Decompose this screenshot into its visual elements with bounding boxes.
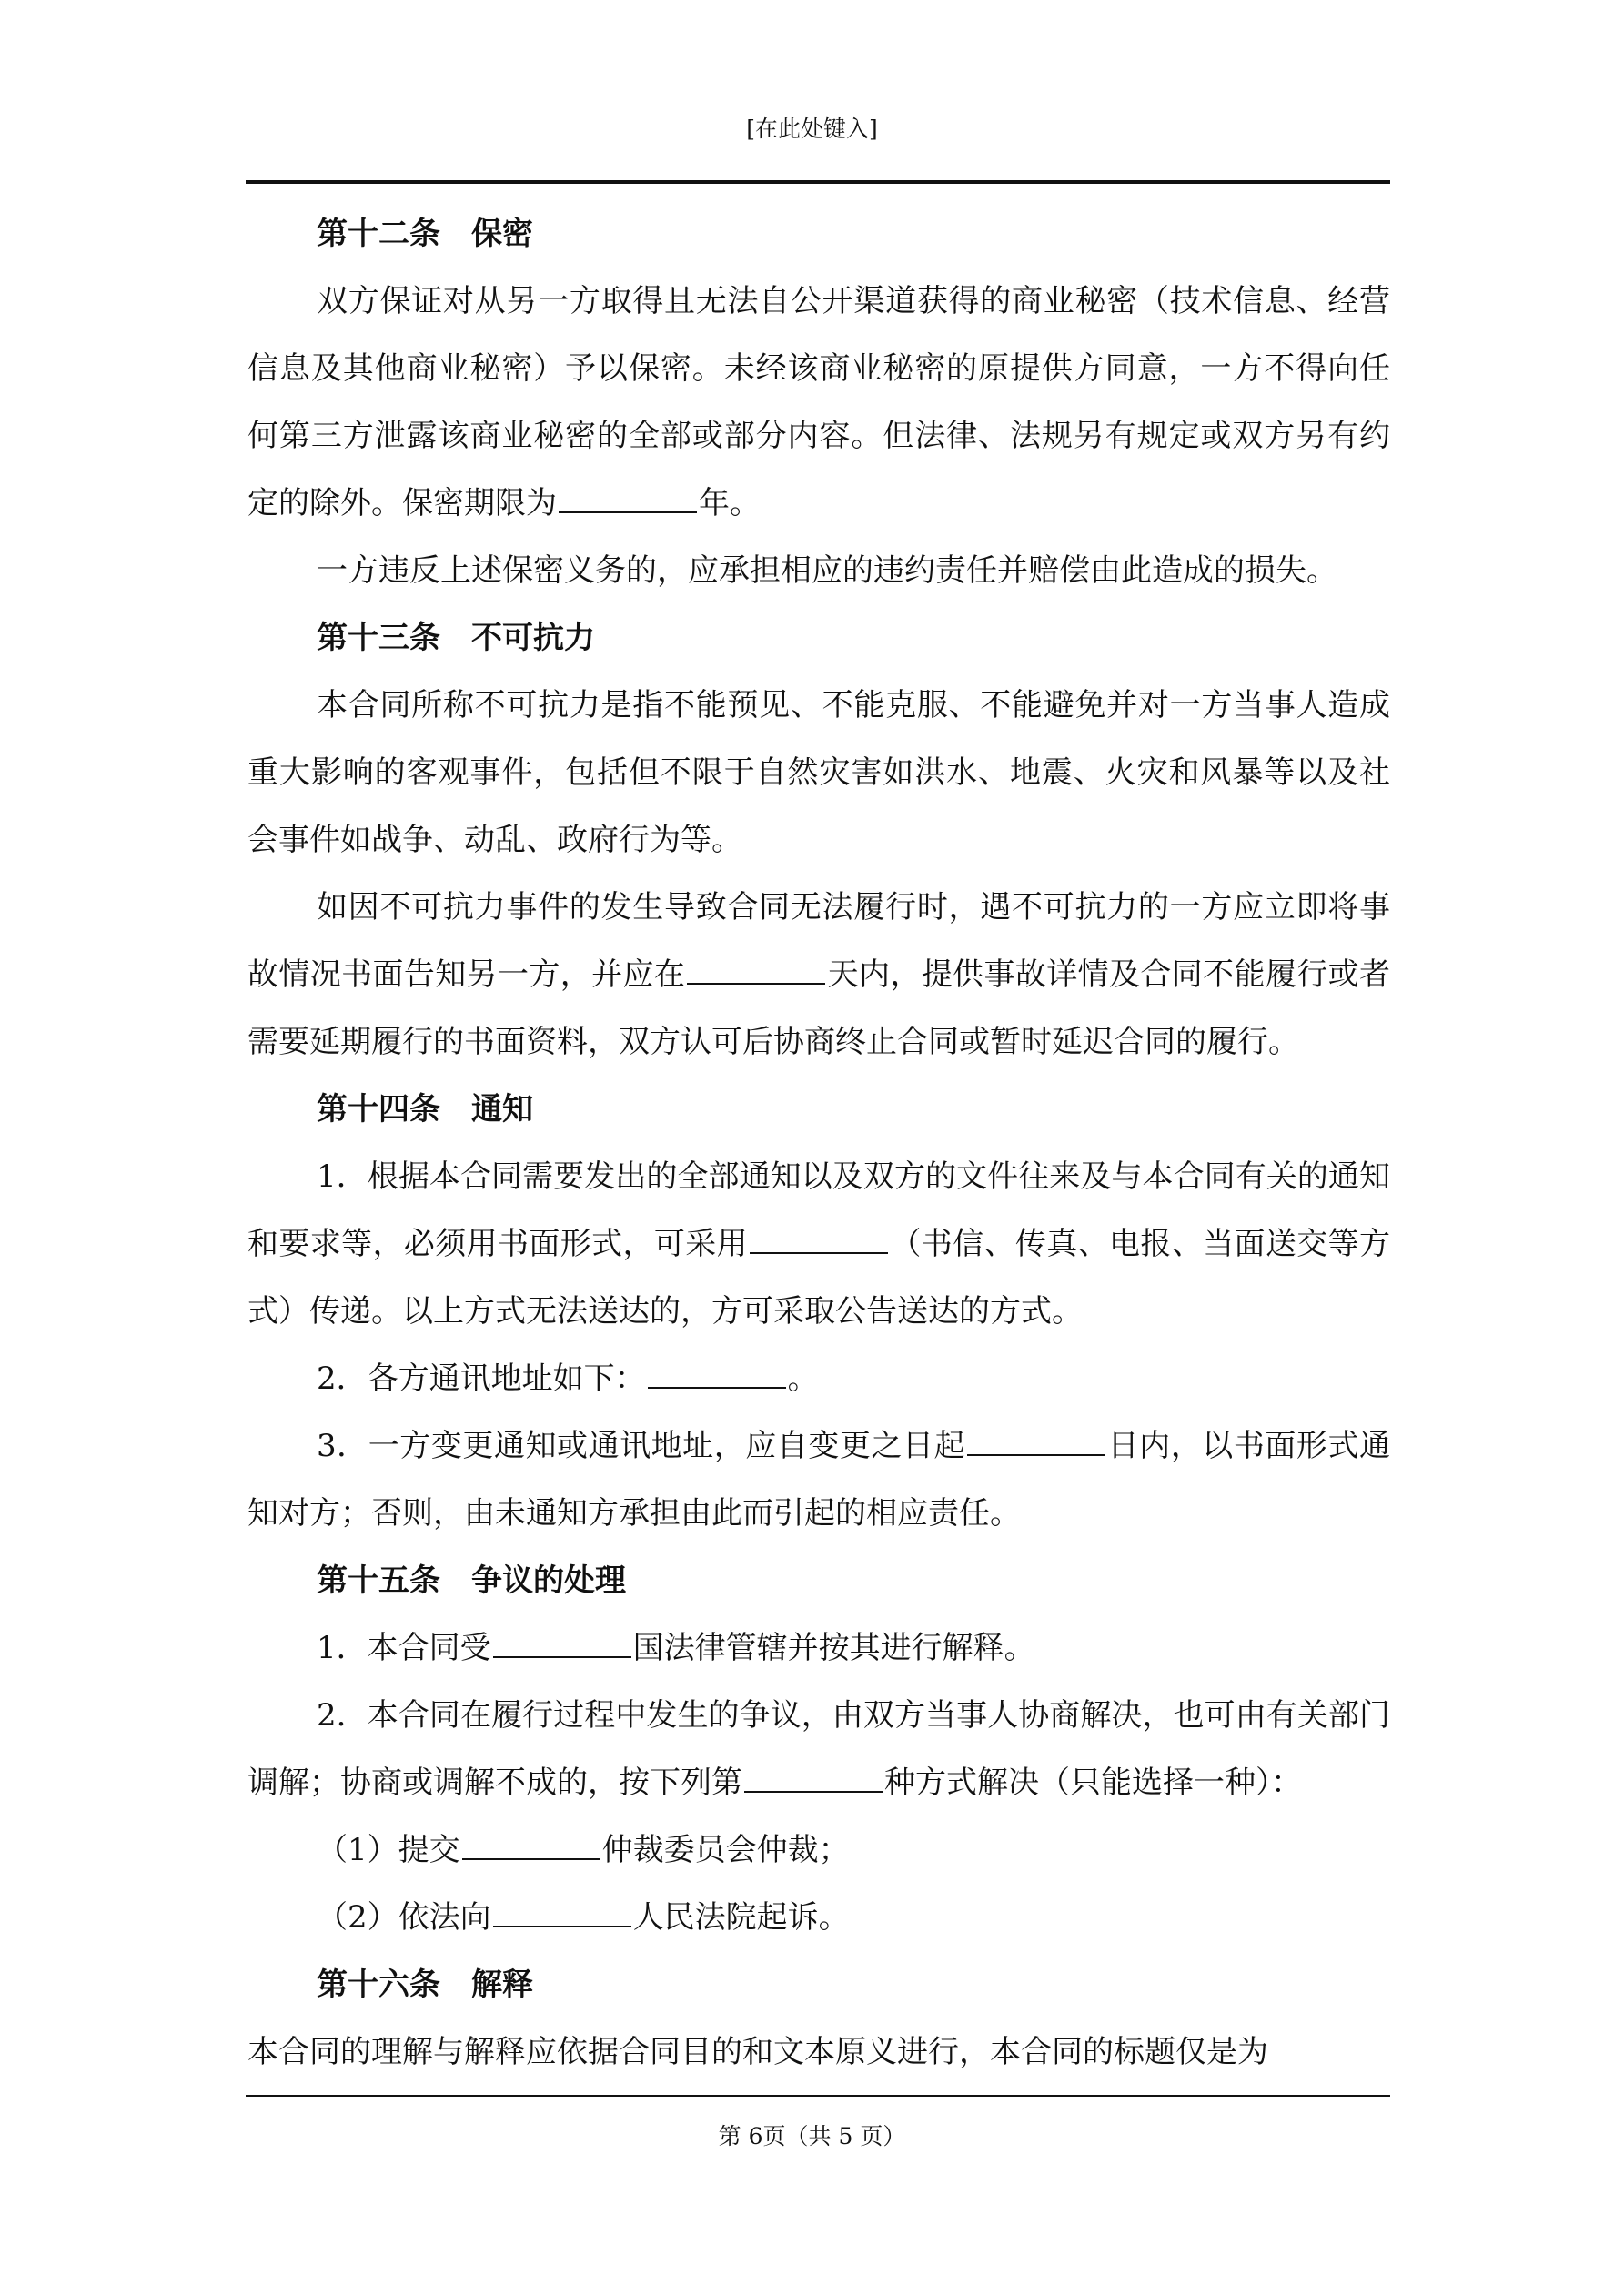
section-14-paragraph-3 [247,1412,1390,1547]
notice-method-blank[interactable] [750,1225,888,1254]
section-15-p1-text-b: 国法律管辖并按其进行解释。 [632,1630,1035,1666]
section-16-subtitle: 解释 [471,1967,533,2003]
address-blank[interactable] [648,1360,786,1389]
section-12-heading [247,200,1390,268]
section-15-paragraph-1 [247,1614,1390,1682]
page-footer: 第 6页（共 5 页） [718,2123,906,2149]
section-15-paragraph-2 [247,1682,1390,1816]
section-15-p4-text-b: 人民法院起诉。 [632,1899,850,1936]
document-body [247,200,1390,2086]
section-12-p1-text-b: 年。 [699,485,761,521]
change-notice-days-blank[interactable] [967,1427,1105,1456]
section-12-paragraph-2: 一方违反上述保密义务的，应承担相应的违约责任并赔偿由此造成的损失。 [317,552,1337,589]
section-14-p1-text-a: 1．根据本合同需要发出的全部通知以及双方的文件往来及与本合同有关的通知和要求等，必须用书面形式，可采用 [247,1158,1390,1262]
section-16-heading [247,1951,1390,2018]
section-14-p1-text-b: （书信、传真、电报、当面送交等方式）传递。以上方式无法送达的，方可采取公告送达的方式。 [247,1226,1390,1330]
force-majeure-days-blank[interactable] [687,956,825,985]
section-12-paragraph-1 [247,268,1390,537]
section-13-heading [247,604,1390,672]
section-14-heading [247,1076,1390,1143]
dispute-option-blank[interactable] [744,1764,883,1793]
section-14-paragraph-1 [247,1143,1390,1345]
section-14-subtitle: 通知 [471,1091,533,1128]
page-header: [在此处键入] [746,116,878,142]
section-15-subtitle: 争议的处理 [471,1563,626,1599]
confidentiality-years-blank[interactable] [559,484,697,513]
section-15-heading [247,1547,1390,1614]
section-15-p2-text-a: 2．本合同在履行过程中发生的争议，由双方当事人协商解决，也可由有关部门调解；协商或调解不成的，按下列第 [247,1697,1390,1801]
section-15-p4-text-a: （2）依法向 [317,1899,491,1936]
section-13-p2-text-b: 天内，提供事故详情及合同不能履行或者需要延期履行的书面资料，双方认可后协商终止合同或暂时延迟合同的履行。 [247,956,1390,1060]
governing-law-blank[interactable] [493,1629,631,1658]
section-13-title: 第十三条 [317,620,440,656]
section-16-title: 第十六条 [317,1967,440,2003]
section-13-paragraph-1: 本合同所称不可抗力是指不能预见、不能克服、不能避免并对一方当事人造成重大影响的客观事件，包括但不限于自然灾害如洪水、地震、火灾和风暴等以及社会事件如战争、动乱、政府行为等。 [247,687,1390,858]
section-15-p1-text-a: 1．本合同受 [317,1630,491,1666]
section-14-paragraph-2 [247,1345,1390,1412]
footer-divider [246,2095,1390,2097]
section-15-paragraph-4 [247,1884,1390,1951]
section-14-p3-text-b: 日内，以书面形式通知对方；否则，由未通知方承担由此而引起的相应责任。 [247,1428,1391,1532]
section-15-p3-text-a: （1）提交 [317,1832,460,1868]
section-14-p2-text-b: 。 [787,1360,819,1397]
court-blank[interactable] [493,1898,631,1927]
section-12-p1-text-a: 双方保证对从另一方取得且无法自公开渠道获得的商业秘密（技术信息、经营信息及其他商业秘密）予以保密。未经该商业秘密的原提供方同意，一方不得向任何第三方泄露该商业秘密的全部或部分内容。但法律、法规另有规定或双方另有约定的除外。保密期限为 [247,283,1390,521]
section-15-p2-text-b: 种方式解决（只能选择一种）： [884,1765,1302,1801]
section-14-title: 第十四条 [317,1091,440,1128]
section-12-title: 第十二条 [317,216,440,252]
section-15-title: 第十五条 [317,1563,440,1599]
section-16-paragraph-1: 本合同的理解与解释应依据合同目的和文本原义进行，本合同的标题仅是为 [247,2034,1268,2070]
header-divider [246,180,1390,184]
arbitration-committee-blank[interactable] [462,1831,600,1860]
section-13-subtitle: 不可抗力 [471,620,595,656]
section-13-paragraph-2 [247,874,1390,1076]
section-14-p2-text-a: 2．各方通讯地址如下： [317,1360,646,1397]
section-15-paragraph-3 [247,1816,1390,1884]
section-15-p3-text-b: 仲裁委员会仲裁； [601,1832,850,1868]
section-12-subtitle: 保密 [471,216,533,252]
section-14-p3-text-a: 3．一方变更通知或通讯地址，应自变更之日起 [317,1428,966,1464]
section-13-p2-text-a: 如因不可抗力事件的发生导致合同无法履行时，遇不可抗力的一方应立即将事故情况书面告知另一方，并应在 [247,889,1390,993]
